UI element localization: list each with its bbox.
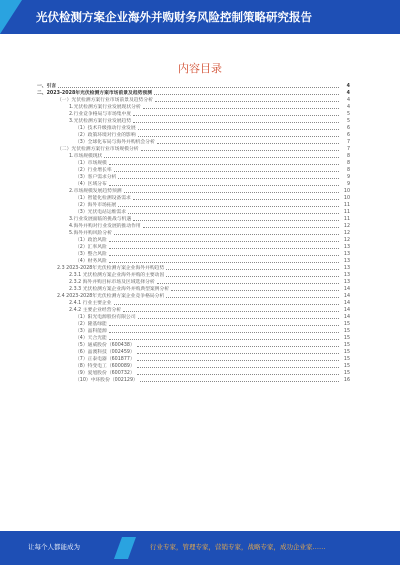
footer-decoration bbox=[114, 537, 136, 559]
toc-leader-dots bbox=[58, 87, 339, 88]
toc-entry-label: （1）政治风险 bbox=[75, 238, 107, 243]
toc-row[interactable] bbox=[37, 110, 350, 117]
toc-row[interactable] bbox=[37, 173, 350, 180]
toc-entry-label: 一、引言 bbox=[37, 84, 57, 89]
toc-page-number: 13 bbox=[343, 266, 350, 271]
toc-entry-label: （2）汇率风险 bbox=[75, 245, 107, 250]
toc-leader-dots bbox=[109, 255, 339, 256]
toc-row[interactable] bbox=[37, 243, 350, 250]
toc-row[interactable] bbox=[37, 229, 350, 236]
toc-leader-dots bbox=[133, 122, 339, 123]
toc-row[interactable] bbox=[37, 131, 350, 138]
toc-leader-dots bbox=[128, 213, 339, 214]
toc-page-number: 13 bbox=[343, 259, 350, 264]
toc-entry-label: 2.4 2023-2028年光伏检测方案企业竞争格局分析 bbox=[57, 294, 165, 299]
toc-leader-dots bbox=[109, 248, 339, 249]
toc-page-number: 11 bbox=[343, 203, 350, 208]
toc-entry-label: （4）财务风险 bbox=[75, 259, 107, 264]
toc-row[interactable] bbox=[37, 124, 350, 131]
toc-row[interactable] bbox=[37, 278, 350, 285]
toc-page-number: 11 bbox=[343, 210, 350, 215]
toc-leader-dots bbox=[137, 360, 339, 361]
toc-page-number: 15 bbox=[343, 343, 350, 348]
toc-entry-label: （9）爱旭股份（600732） bbox=[75, 371, 135, 376]
toc-page-number: 15 bbox=[343, 357, 350, 362]
toc-page-number: 4 bbox=[346, 105, 350, 110]
toc-row[interactable] bbox=[37, 376, 350, 383]
toc-page-number: 11 bbox=[343, 217, 350, 222]
toc-page-number: 12 bbox=[343, 238, 350, 243]
toc-leader-dots bbox=[138, 136, 339, 137]
toc-row[interactable] bbox=[37, 285, 350, 292]
toc-entry-label: （1）市场规模 bbox=[75, 161, 107, 166]
toc-page-number: 16 bbox=[343, 378, 350, 383]
toc-leader-dots bbox=[137, 367, 339, 368]
toc-page-number: 13 bbox=[343, 273, 350, 278]
toc-entry-label: 2.行业竞争格局与市场集中度 bbox=[69, 112, 132, 117]
toc-page-number: 5 bbox=[346, 119, 350, 124]
toc-entry-label: 1.市场规模现状 bbox=[69, 154, 103, 159]
header-decoration bbox=[0, 0, 22, 34]
toc-entry-label: （3）客户需求分析 bbox=[75, 175, 117, 180]
toc-row[interactable] bbox=[37, 257, 350, 264]
toc-row[interactable] bbox=[37, 82, 350, 89]
toc-leader-dots bbox=[141, 150, 339, 151]
toc-leader-dots bbox=[109, 241, 339, 242]
toc-heading: 内容目录 bbox=[178, 62, 222, 75]
toc-leader-dots bbox=[124, 192, 339, 193]
toc-entry-label: （3）光伏电站运维需求 bbox=[75, 210, 127, 215]
toc-leader-dots bbox=[114, 234, 339, 235]
toc-page-number: 4 bbox=[346, 98, 350, 103]
toc-leader-dots bbox=[157, 283, 339, 284]
toc-entry-label: （3）晶科能源 bbox=[75, 329, 107, 334]
toc-page-number: 12 bbox=[343, 231, 350, 236]
toc-entry-label: （7）正泰电器（601877） bbox=[75, 357, 135, 362]
toc-row[interactable] bbox=[37, 194, 350, 201]
toc-leader-dots bbox=[118, 206, 339, 207]
toc-entry-label: （2）行业增长率 bbox=[75, 168, 112, 173]
toc-entry-label: （一）光伏检测方案行业市场前景及趋势分析 bbox=[57, 98, 153, 103]
toc-entry-label: （4）区域分布 bbox=[75, 182, 107, 187]
table-of-contents bbox=[37, 82, 350, 383]
toc-page-number: 14 bbox=[343, 301, 350, 306]
toc-leader-dots bbox=[109, 325, 339, 326]
toc-leader-dots bbox=[133, 199, 339, 200]
toc-page-number: 15 bbox=[343, 364, 350, 369]
toc-row[interactable] bbox=[37, 117, 350, 124]
toc-page-number: 14 bbox=[343, 315, 350, 320]
toc-leader-dots bbox=[104, 157, 339, 158]
toc-row[interactable] bbox=[37, 355, 350, 362]
toc-row[interactable] bbox=[37, 138, 350, 145]
toc-row[interactable] bbox=[37, 264, 350, 271]
toc-leader-dots bbox=[166, 269, 339, 270]
toc-page-number: 8 bbox=[346, 154, 350, 159]
toc-page-number: 7 bbox=[346, 147, 350, 152]
toc-leader-dots bbox=[166, 297, 339, 298]
toc-row[interactable] bbox=[37, 299, 350, 306]
toc-entry-label: （8）特变电工（600089） bbox=[75, 364, 135, 369]
toc-leader-dots bbox=[118, 178, 339, 179]
toc-page-number: 8 bbox=[346, 161, 350, 166]
toc-page-number: 10 bbox=[343, 196, 350, 201]
toc-page-number: 15 bbox=[343, 336, 350, 341]
toc-entry-label: 2.3.1 光伏检测方案企业海外并购的主要动因 bbox=[69, 273, 165, 278]
toc-row[interactable] bbox=[37, 236, 350, 243]
toc-row[interactable] bbox=[37, 152, 350, 159]
toc-entry-label: 2.3.3 光伏检测方案企业海外并购典型案例分析 bbox=[69, 287, 170, 292]
toc-page-number: 4 bbox=[346, 84, 350, 89]
toc-leader-dots bbox=[137, 353, 339, 354]
toc-leader-dots bbox=[133, 220, 339, 221]
toc-page-number: 8 bbox=[346, 168, 350, 173]
toc-entry-label: 2.4.1 行业主要企业 bbox=[69, 301, 112, 306]
toc-entry-label: （3）全球化布局与海外并购机会分析 bbox=[75, 140, 155, 145]
toc-leader-dots bbox=[137, 374, 339, 375]
toc-leader-dots bbox=[133, 115, 339, 116]
toc-page-number: 9 bbox=[346, 182, 350, 187]
toc-row[interactable] bbox=[37, 271, 350, 278]
toc-page-number: 13 bbox=[343, 252, 350, 257]
toc-entry-label: （2）政策环境对行业的影响 bbox=[75, 133, 136, 138]
toc-page-number: 15 bbox=[343, 350, 350, 355]
toc-row[interactable] bbox=[37, 89, 350, 96]
toc-leader-dots bbox=[137, 346, 339, 347]
toc-row[interactable] bbox=[37, 369, 350, 376]
toc-row[interactable] bbox=[37, 159, 350, 166]
toc-leader-dots bbox=[109, 339, 339, 340]
toc-row[interactable] bbox=[37, 250, 350, 257]
toc-row[interactable] bbox=[37, 222, 350, 229]
toc-page-number: 10 bbox=[343, 189, 350, 194]
toc-page-number: 6 bbox=[346, 126, 350, 131]
toc-leader-dots bbox=[109, 262, 339, 263]
toc-page-number: 15 bbox=[343, 371, 350, 376]
toc-row[interactable] bbox=[37, 187, 350, 194]
toc-page-number: 12 bbox=[343, 224, 350, 229]
toc-entry-label: 3.光伏检测方案行业发展趋势 bbox=[69, 119, 132, 124]
toc-leader-dots bbox=[171, 290, 339, 291]
toc-row[interactable] bbox=[37, 292, 350, 299]
toc-entry-label: （1）智能化检测设备需求 bbox=[75, 196, 131, 201]
toc-row[interactable] bbox=[37, 208, 350, 215]
toc-leader-dots bbox=[114, 171, 339, 172]
report-title: 光伏检测方案企业海外并购财务风险控制策略研究报告 bbox=[36, 10, 312, 24]
toc-entry-label: 4.海外并购对行业发展的推动作用 bbox=[69, 224, 141, 229]
toc-entry-label: 二、2023-2028年光伏检测方案市场前景及趋势预测 bbox=[37, 91, 153, 96]
toc-row[interactable] bbox=[37, 215, 350, 222]
toc-leader-dots bbox=[140, 381, 339, 382]
toc-leader-dots bbox=[138, 129, 339, 130]
footer-slogan-right: 行业专家，管理专家，营销专家，战略专家，成功企业家…… bbox=[150, 543, 326, 551]
toc-leader-dots bbox=[109, 185, 339, 186]
toc-leader-dots bbox=[157, 143, 339, 144]
toc-leader-dots bbox=[123, 311, 339, 312]
toc-row[interactable] bbox=[37, 180, 350, 187]
toc-row[interactable] bbox=[37, 103, 350, 110]
toc-page-number: 13 bbox=[343, 245, 350, 250]
footer-slogan-left: 让每个人都能成为 bbox=[28, 543, 80, 551]
toc-page-number: 13 bbox=[343, 280, 350, 285]
toc-page-number: 15 bbox=[343, 329, 350, 334]
toc-entry-label: （1）阳光电源股份有限公司 bbox=[75, 315, 136, 320]
toc-leader-dots bbox=[155, 101, 339, 102]
toc-entry-label: （4）天合光能 bbox=[75, 336, 107, 341]
toc-entry-label: （6）晶澳科技（002459） bbox=[75, 350, 135, 355]
toc-page-number: 14 bbox=[343, 308, 350, 313]
toc-row[interactable] bbox=[37, 313, 350, 320]
page-footer bbox=[0, 531, 400, 565]
toc-entry-label: 2.4.2 主要企业经营分析 bbox=[69, 308, 122, 313]
toc-entry-label: （5）通威股份（600438） bbox=[75, 343, 135, 348]
toc-leader-dots bbox=[109, 332, 339, 333]
toc-page-number: 4 bbox=[346, 91, 350, 96]
toc-row[interactable] bbox=[37, 348, 350, 355]
toc-leader-dots bbox=[138, 318, 339, 319]
toc-page-number: 9 bbox=[346, 175, 350, 180]
toc-row[interactable] bbox=[37, 341, 350, 348]
toc-entry-label: （3）整合风险 bbox=[75, 252, 107, 257]
toc-page-number: 14 bbox=[343, 294, 350, 299]
toc-entry-label: 1.光伏检测方案行业发展现状分析 bbox=[69, 105, 141, 110]
toc-entry-label: 2.3 2023-2028年光伏检测方案企业海外并购趋势 bbox=[57, 266, 165, 271]
report-header bbox=[0, 0, 400, 34]
toc-entry-label: （1）技术升级推动行业发展 bbox=[75, 126, 136, 131]
toc-row[interactable] bbox=[37, 201, 350, 208]
toc-entry-label: （2）隆基绿能 bbox=[75, 322, 107, 327]
toc-row[interactable] bbox=[37, 145, 350, 152]
toc-leader-dots bbox=[166, 276, 339, 277]
toc-leader-dots bbox=[114, 304, 339, 305]
toc-leader-dots bbox=[109, 164, 339, 165]
toc-entry-label: 2.3.2 海外并购目标市场及区域选择分析 bbox=[69, 280, 155, 285]
toc-row[interactable] bbox=[37, 96, 350, 103]
toc-entry-label: （10）中环股份（002129） bbox=[75, 378, 138, 383]
toc-leader-dots bbox=[154, 94, 339, 95]
toc-entry-label: 5.海外并购风险分析 bbox=[69, 231, 112, 236]
toc-page-number: 7 bbox=[346, 140, 350, 145]
toc-row[interactable] bbox=[37, 306, 350, 313]
toc-row[interactable] bbox=[37, 320, 350, 327]
toc-row[interactable] bbox=[37, 362, 350, 369]
toc-entry-label: 2.市场规模发展趋势预测 bbox=[69, 189, 122, 194]
toc-leader-dots bbox=[143, 227, 339, 228]
toc-entry-label: 3.行业发展面临的挑战与机遇 bbox=[69, 217, 132, 222]
toc-page-number: 14 bbox=[343, 287, 350, 292]
toc-leader-dots bbox=[143, 108, 339, 109]
toc-page-number: 5 bbox=[346, 112, 350, 117]
toc-page-number: 15 bbox=[343, 322, 350, 327]
toc-entry-label: （2）海外市场拓展 bbox=[75, 203, 117, 208]
toc-row[interactable] bbox=[37, 327, 350, 334]
toc-row[interactable] bbox=[37, 334, 350, 341]
toc-row[interactable] bbox=[37, 166, 350, 173]
toc-entry-label: （二）光伏检测方案行业市场规模分析 bbox=[57, 147, 139, 152]
toc-page-number: 6 bbox=[346, 133, 350, 138]
